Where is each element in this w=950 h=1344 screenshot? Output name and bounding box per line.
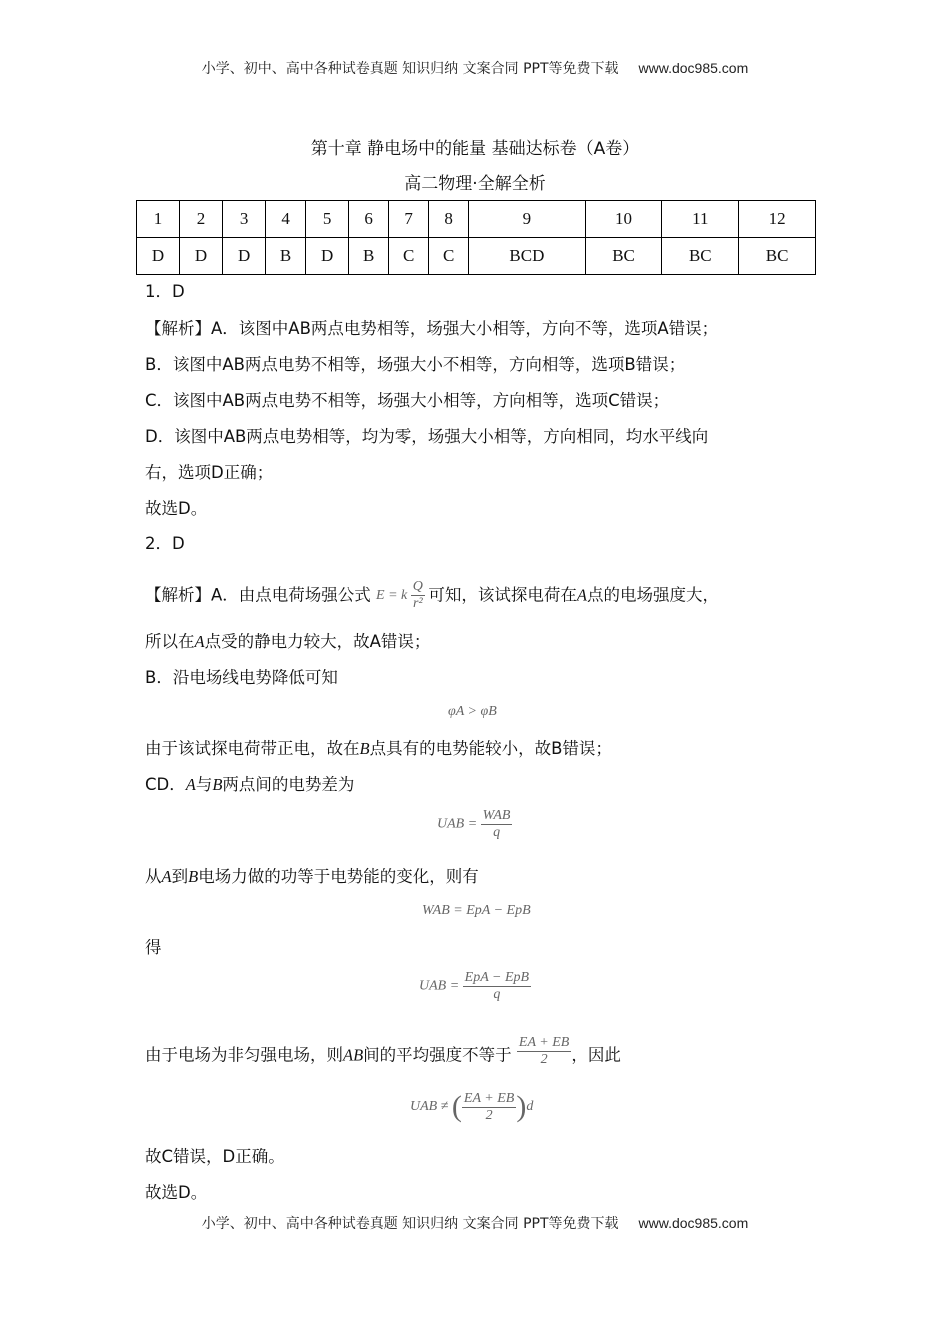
eq-u-fraction [481,808,513,841]
page-subtitle: 高二物理·全解全析 [404,174,546,194]
q2-a-post2: 点的电场强度大， [586,585,719,605]
answer-number-cell: 5 [306,201,349,238]
point-charge-formula [376,579,428,611]
q2-work-post: 电场力做的功等于电势能的变化，则有 [198,867,479,886]
eq-u2-den: q [493,987,501,1002]
q2-cd-pre: CD． [145,775,186,794]
q1-conclusion: 故选D。 [145,499,208,518]
answer-key-cell: BC [662,238,739,275]
q2-a2-post: 点受的静电力较大，故A错误； [204,632,431,651]
answer-table [136,200,816,275]
symbol-a: A [161,867,172,886]
eq-u3-d: d [526,1099,534,1115]
q2-option-cd [145,773,354,797]
answer-number-cell: 7 [389,201,429,238]
footer-site[interactable]: www.doc985.com [638,1215,749,1231]
eq-u3-num: EA + EB [463,1090,515,1106]
footer-text: 小学、初中、高中各种试卷真题 知识归纳 文案合同 PPT等免费下载 [201,1216,619,1232]
answer-key-cell: BCD [469,238,586,275]
formula-numerator: Q [412,579,423,594]
formula-e-k: E = k [376,587,408,603]
symbol-a: A [185,775,196,794]
avg-num: EA + EB [518,1035,570,1050]
eq-u3-fraction [462,1091,516,1124]
eq-u-den: q [493,825,501,840]
answer-number-row [137,201,816,238]
answer-number-cell: 3 [223,201,266,238]
answer-key-row [137,238,816,275]
symbol-b: B [188,867,199,886]
eq-u-left: UAB = [437,816,478,832]
answer-number-cell: 10 [585,201,662,238]
q2-option-b-line2 [145,737,612,761]
q2-b2-post: 点具有的电势能较小，故B错误； [369,739,612,758]
symbol-a: A [576,585,587,605]
inequality-eq: UAB ≠ ( $\frac{EA + EB}{2}$ )d [410,1090,534,1123]
q2-result-c: 故C错误，D正确。 [145,1147,285,1166]
page-header [0,58,950,78]
answer-number-cell: 12 [739,201,816,238]
eq-u2-fraction [463,970,531,1003]
q1-option-d-line1: D．该图中AB两点电势相等，均为零，场强大小相等，方向相同，均水平线向 [145,427,709,446]
page-footer [0,1213,950,1233]
q2-work-pre: 从 [145,867,162,886]
answer-number-cell: 11 [662,201,739,238]
answer-key-cell: B [266,238,306,275]
eq-u-num: WAB [482,808,511,823]
symbol-b: B [359,739,370,758]
q2-conclusion: 故选D。 [145,1183,208,1202]
q2-nonuni-mid: 间的平均强度不等于 [363,1045,512,1065]
symbol-b: B [212,775,223,794]
header-text: 小学、初中、高中各种试卷真题 知识归纳 文案合同 PPT等免费下载 [201,61,619,77]
answer-number-cell: 2 [180,201,223,238]
q2-work-mid: 到 [171,867,189,886]
q2-work-line [145,865,479,889]
eq-u3-left: UAB ≠ [410,1099,449,1115]
potential-difference-eq-2 [419,970,531,1003]
q2-option-b: B．沿电场线电势降低可知 [145,668,338,687]
answer-key-cell: C [429,238,469,275]
q1-option-d-line2: 右，选项D正确； [145,463,274,482]
q1-option-a: 【解析】A．该图中AB两点电势相等，场强大小相等，方向不等，选项A错误； [145,319,719,338]
q2-therefore: 得 [145,938,162,957]
eq-u2-left: UAB = [419,978,460,994]
symbol-ab: AB [343,1045,364,1065]
potential-difference-eq [437,808,512,841]
answer-key-cell: B [349,238,389,275]
eq-u2-num: EpA − EpB [464,970,530,985]
symbol-a: A [194,632,205,651]
potential-inequality: φA > φB [448,704,497,719]
eq-u3-den: 2 [485,1107,493,1123]
work-energy-eq: WAB = EpA − EpB [422,903,531,918]
q2-nonuniform-line [145,1035,621,1074]
q2-option-a-line2 [145,630,430,654]
answer-key-cell: BC [585,238,662,275]
answer-key-cell: D [306,238,349,275]
q1-option-c: C．该图中AB两点电势不相等，场强大小相等，方向相等，选项C错误； [145,391,670,410]
q2-nonuni-post: ，因此 [571,1045,621,1065]
answer-key-cell: C [389,238,429,275]
answer-key-cell: D [137,238,180,275]
answer-key-cell: D [223,238,266,275]
q2-heading: 2．D [145,534,185,553]
answer-number-cell: 9 [469,201,586,238]
q2-a-post: 可知，该试探电荷在 [428,585,577,605]
q1-option-b: B．该图中AB两点电势不相等，场强大小不相等，方向相等，选项B错误； [145,355,686,374]
answer-number-cell: 6 [349,201,389,238]
answer-number-cell: 1 [137,201,180,238]
formula-fraction [411,579,425,612]
header-site[interactable]: www.doc985.com [638,60,749,76]
q2-a2-pre: 所以在 [145,632,195,651]
q2-a-pre: 【解析】A．由点电荷场强公式 [145,585,371,605]
answer-key-cell: BC [739,238,816,275]
q1-heading: 1．D [145,282,185,301]
q2-option-a-line1 [145,581,719,614]
q2-b2-pre: 由于该试探电荷带正电，故在 [145,739,360,758]
page-title: 第十章 静电场中的能量 基础达标卷（A卷） [310,139,640,159]
q2-cd-mid: 与 [195,775,213,794]
answer-key-cell: D [180,238,223,275]
avg-den: 2 [540,1052,548,1067]
answer-number-cell: 8 [429,201,469,238]
answer-number-cell: 4 [266,201,306,238]
average-field-fraction [517,1035,571,1067]
q2-cd-post: 两点间的电势差为 [222,775,355,794]
q2-nonuni-pre: 由于电场为非匀强电场，则 [145,1045,343,1065]
formula-denominator: r² [413,596,423,611]
